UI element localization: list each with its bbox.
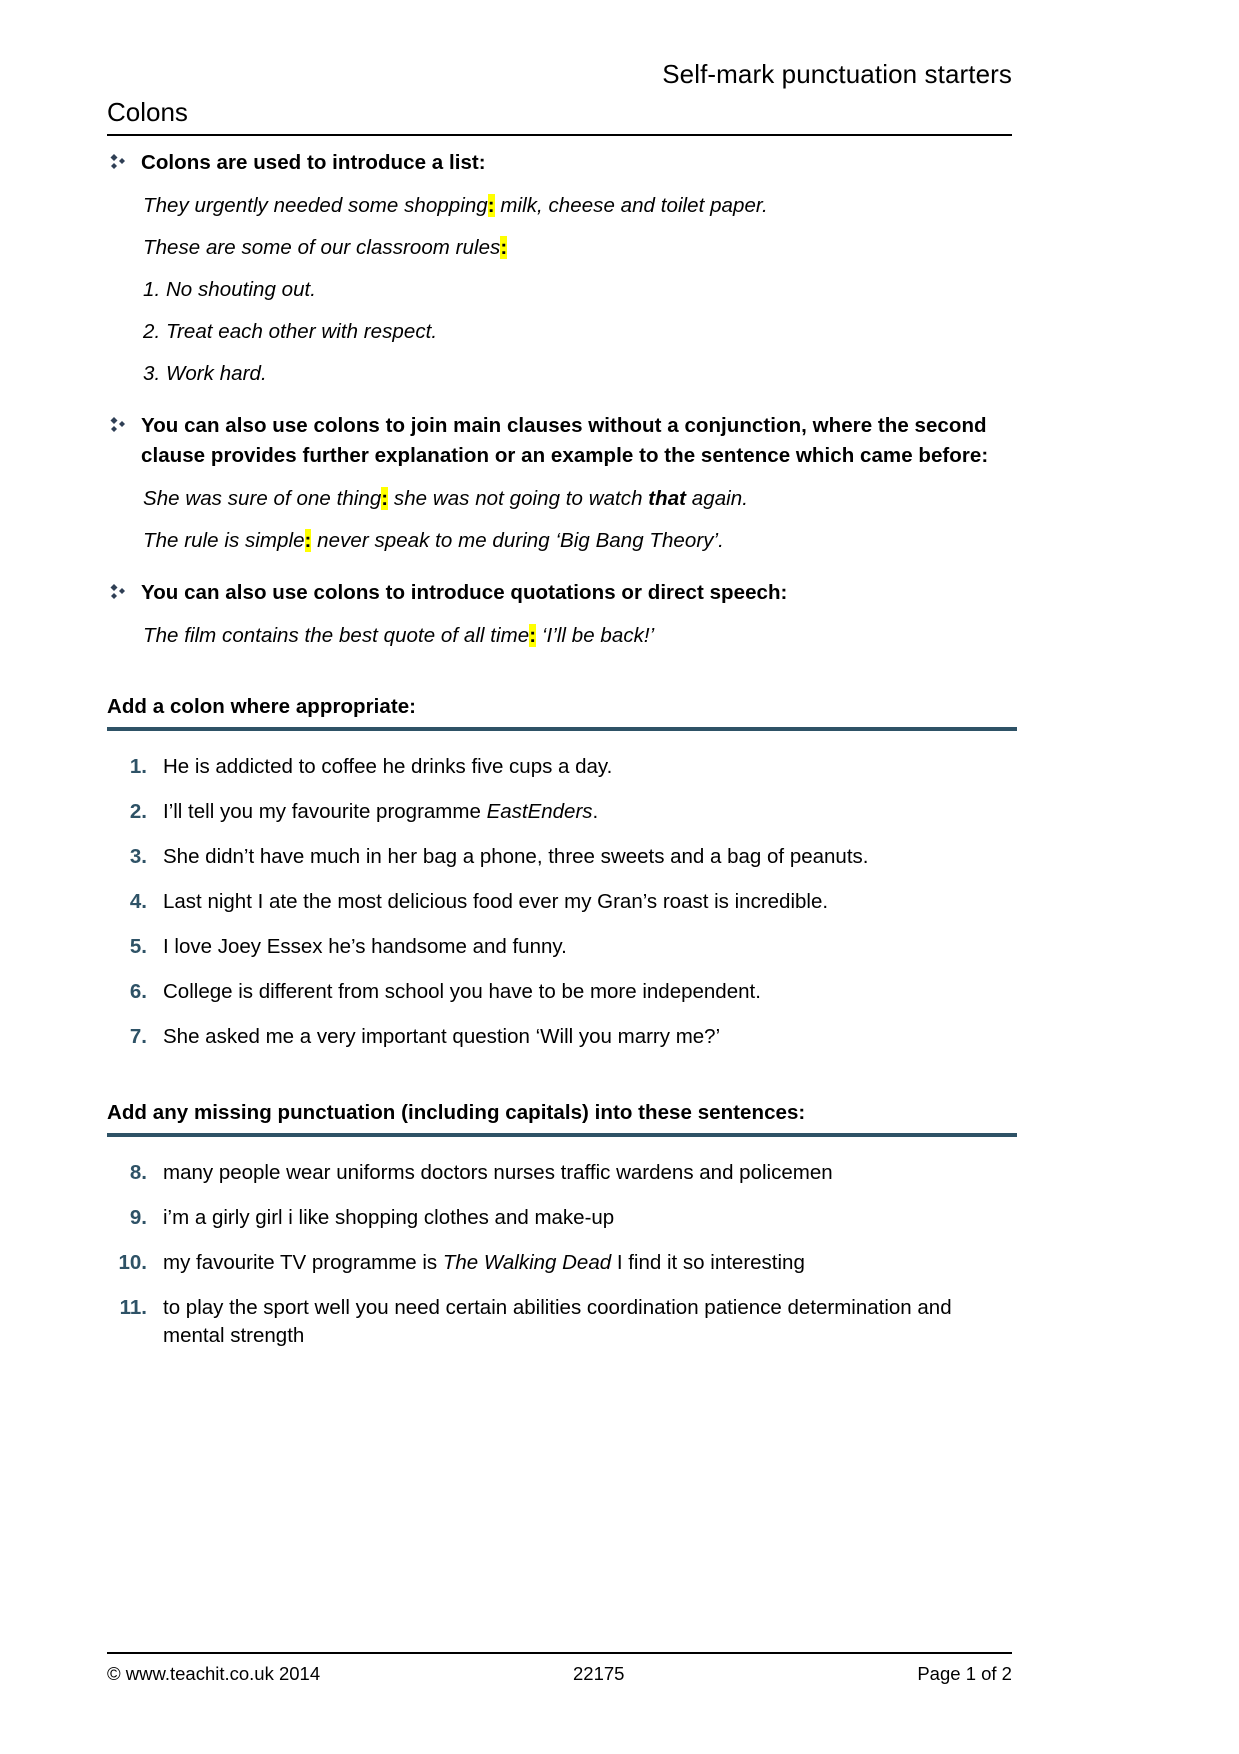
- teaching-point-heading: Colons are used to introduce a list:: [141, 151, 486, 174]
- task-section: [107, 693, 1017, 1051]
- example-sentence: [143, 526, 1017, 556]
- teaching-point-heading: You can also use colons to join main clauses without a conjunction, where the second clause provides further explanation or an example to the sentence which came before:: [141, 414, 989, 467]
- example-before: The rule is simple: [143, 529, 305, 552]
- question-list: [107, 753, 1017, 1051]
- list-item[interactable]: [107, 1294, 1017, 1350]
- page-title: Self-mark punctuation starters: [662, 59, 1012, 89]
- example-after: never speak to me during ‘Big Bang Theory’.: [311, 529, 724, 552]
- list-item[interactable]: [107, 843, 1017, 871]
- example-list: [143, 191, 1017, 389]
- teaching-point: [107, 411, 1017, 471]
- example-sentence: 2. Treat each other with respect.: [143, 320, 438, 343]
- list-item[interactable]: [107, 933, 1017, 961]
- question-number: 7.: [129, 1025, 147, 1048]
- example-sentence: [143, 233, 1017, 263]
- teaching-point-heading: You can also use colons to introduce quotations or direct speech:: [141, 581, 788, 604]
- task-divider: [107, 1133, 1017, 1137]
- question-text: College is different from school you have to be more independent.: [163, 980, 761, 1003]
- list-item[interactable]: [107, 888, 1017, 916]
- example-before: She was sure of one thing: [143, 487, 382, 510]
- task-heading: Add a colon where appropriate:: [107, 695, 417, 718]
- question-text-italic: EastEnders: [486, 800, 593, 823]
- example-emphasis: that: [648, 487, 687, 510]
- question-number: 9.: [129, 1206, 147, 1229]
- question-text-italic: The Walking Dead: [442, 1251, 612, 1274]
- question-text-pre: I’ll tell you my favourite programme: [163, 800, 487, 823]
- diamond-cluster-bullet-icon: [107, 578, 141, 604]
- teaching-point-group: [107, 411, 1017, 556]
- question-number: 4.: [129, 890, 147, 913]
- question-text: I love Joey Essex he’s handsome and funny.: [163, 935, 567, 958]
- example-sentence: [143, 484, 1017, 514]
- list-item[interactable]: [107, 1159, 1017, 1187]
- list-item[interactable]: [107, 753, 1017, 781]
- question-number: 2.: [129, 800, 147, 823]
- question-text: many people wear uniforms doctors nurses traffic wardens and policemen: [163, 1161, 833, 1184]
- question-number: 10.: [118, 1251, 147, 1274]
- example-list: [143, 484, 1017, 556]
- example-after: ‘I’ll be back!’: [536, 624, 655, 647]
- question-number: 5.: [129, 935, 147, 958]
- task-section: [107, 1099, 1017, 1350]
- list-item[interactable]: [107, 978, 1017, 1006]
- example-sentence: 1. No shouting out.: [143, 278, 317, 301]
- question-number: 11.: [119, 1296, 147, 1319]
- example-before: They urgently needed some shopping: [143, 194, 488, 217]
- question-number: 8.: [129, 1161, 147, 1184]
- question-text: [163, 798, 1017, 826]
- teaching-point: [107, 148, 1017, 178]
- teaching-point-group: [107, 148, 1017, 389]
- copyright-text: © www.teachit.co.uk 2014: [107, 1663, 321, 1684]
- question-text-post: I find it so interesting: [611, 1251, 805, 1274]
- example-list: [143, 621, 1017, 651]
- diamond-cluster-bullet-icon: [107, 148, 141, 174]
- question-text: i’m a girly girl i like shopping clothes and make-up: [163, 1206, 615, 1229]
- question-text-post: .: [592, 800, 599, 823]
- list-item[interactable]: [107, 1249, 1017, 1277]
- header-divider: [107, 134, 1012, 136]
- highlighted-colon: :: [487, 194, 495, 217]
- question-text: He is addicted to coffee he drinks five cups a day.: [163, 755, 613, 778]
- list-item[interactable]: [107, 1023, 1017, 1051]
- task-heading: Add any missing punctuation (including capitals) into these sentences:: [107, 1101, 806, 1124]
- page-number: Page 1 of 2: [917, 1663, 1012, 1684]
- question-text-pre: my favourite TV programme is: [163, 1251, 443, 1274]
- example-after: she was not going to watch: [388, 487, 649, 510]
- question-number: 1.: [129, 755, 147, 778]
- resource-id: 22175: [573, 1663, 625, 1684]
- footer-divider: [107, 1652, 1012, 1654]
- example-before: The film contains the best quote of all time: [143, 624, 530, 647]
- example-sentence: 3. Work hard.: [143, 362, 267, 385]
- question-text: She didn’t have much in her bag a phone, three sweets and a bag of peanuts.: [163, 845, 869, 868]
- question-text: to play the sport well you need certain abilities coordination patience determination and mental strength: [163, 1296, 952, 1347]
- example-after: milk, cheese and toilet paper.: [494, 194, 768, 217]
- question-text: [163, 1249, 1017, 1277]
- highlighted-colon: :: [381, 487, 389, 510]
- page-header: [107, 58, 1012, 136]
- question-list: [107, 1159, 1017, 1350]
- list-item[interactable]: [107, 1204, 1017, 1232]
- example-before: These are some of our classroom rules: [143, 236, 501, 259]
- page-subtitle: Colons: [107, 97, 188, 127]
- question-number: 3.: [129, 845, 147, 868]
- question-text: She asked me a very important question ‘Will you marry me?’: [163, 1025, 721, 1048]
- example-sentence: [143, 621, 1017, 651]
- highlighted-colon: :: [500, 236, 508, 259]
- highlighted-colon: :: [304, 529, 312, 552]
- question-number: 6.: [129, 980, 147, 1003]
- teaching-point-group: [107, 578, 1017, 651]
- question-text: Last night I ate the most delicious food ever my Gran’s roast is incredible.: [163, 890, 829, 913]
- example-sentence: [143, 191, 1017, 221]
- teaching-content: [107, 148, 1017, 1367]
- list-item[interactable]: [107, 798, 1017, 826]
- teaching-point: [107, 578, 1017, 608]
- diamond-cluster-bullet-icon: [107, 411, 141, 437]
- example-tail: again.: [686, 487, 748, 510]
- task-divider: [107, 727, 1017, 731]
- page-footer: [107, 1652, 1012, 1686]
- highlighted-colon: :: [529, 624, 537, 647]
